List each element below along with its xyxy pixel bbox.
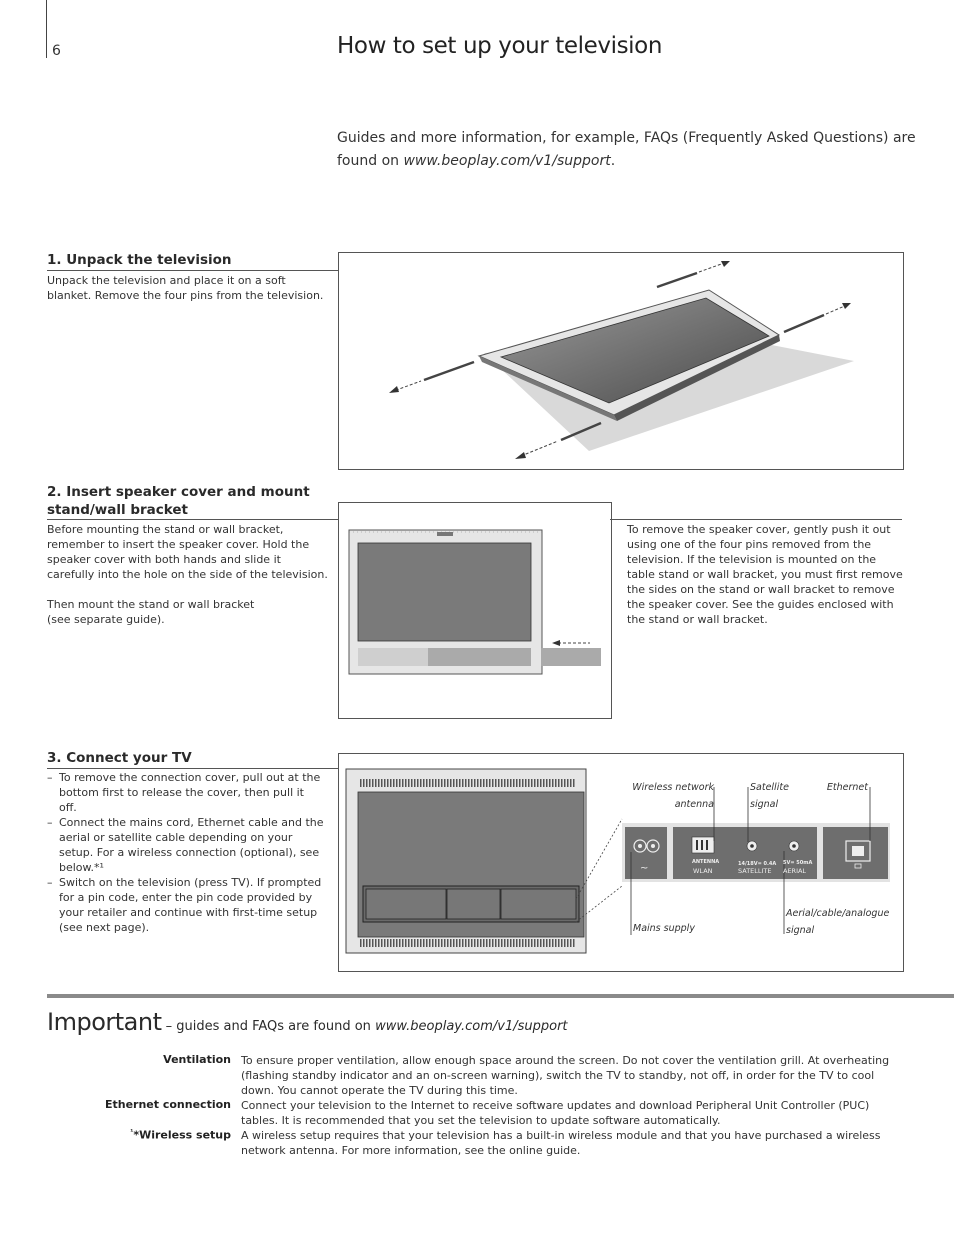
page-title: How to set up your television	[337, 33, 662, 59]
section2-body1: Before mounting the stand or wall bracket, remember to insert the speaker cover. Hold the speaker cover with both hands and slide it carefully into the hole on the side of the television.	[47, 523, 328, 581]
vent-top	[359, 779, 575, 787]
ethernet-port-inner	[852, 846, 864, 856]
page-number: 6	[52, 43, 61, 59]
connection-bay-3	[501, 889, 576, 919]
port-aerial-label: AERIAL	[783, 867, 807, 875]
important-subtext: – guides and FAQs are found on	[161, 1019, 376, 1034]
wireless-setup-text: A wireless setup requires that your television has a built-in wireless module and that you have purchased a wireless network antenna. For more information, see the online guide.	[241, 1129, 881, 1157]
speaker-panel-right	[428, 648, 531, 666]
speaker-cover-drawing	[339, 503, 611, 718]
port-antenna-label: ANTENNA	[692, 859, 720, 865]
wireless-label	[622, 779, 714, 813]
section1-body: Unpack the television and place it on a soft blanket. Remove the four pins from the television.	[47, 274, 324, 302]
mains-pin-left	[638, 844, 642, 848]
arrow-left-head	[389, 386, 399, 393]
arrow-bottom-line	[521, 441, 558, 456]
section1-heading: 1. Unpack the television	[47, 252, 232, 268]
port-satellite-spec: 14/18V= 0.4A	[738, 861, 777, 867]
support-link[interactable]: www.beoplay.com/v1/support	[403, 153, 611, 169]
list-item: – Connect the mains cord, Ethernet cable and the aerial or satellite cable depending on your setup. For a wireless connection (optional), see below.*¹	[47, 815, 325, 875]
header-rule	[46, 0, 47, 58]
satellite-port-center	[750, 844, 754, 848]
satellite-label	[750, 779, 789, 813]
item3-text-before: Switch on the television (press	[59, 876, 232, 889]
tv-camera	[437, 532, 453, 536]
satellite-label-line1: Satellite	[750, 782, 789, 793]
mains-pin-right	[651, 844, 655, 848]
important-support-link[interactable]: www.beoplay.com/v1/support	[375, 1019, 568, 1034]
footnote-marker: ¹	[130, 1128, 134, 1136]
tv-key: TV	[231, 876, 246, 889]
port-satellite-label: SATELLITE	[738, 867, 772, 875]
tv-front-screen	[358, 543, 531, 641]
section3-heading: 3. Connect your TV	[47, 750, 192, 766]
wireless-label-line2: antenna	[674, 799, 714, 810]
panel-divider-1	[667, 823, 673, 882]
mains-symbol: ~	[640, 863, 649, 874]
aerial-label-line2: signal	[786, 925, 815, 936]
section2-heading	[47, 483, 310, 519]
ventilation-text: To ensure proper ventilation, allow enough space around the screen. Do not cover the ventilation grill. At overheating (flashing standby indicator and an on-screen warning), switch the TV to standby, not off, in order for the TV to cool down. You cannot operate the TV during this time.	[241, 1054, 890, 1097]
section2-rule-right	[610, 519, 902, 520]
port-aerial-spec: 5V= 50mA	[783, 860, 813, 866]
wireless-setup-label-text: *Wireless setup	[133, 1128, 231, 1142]
wireless-setup-label	[46, 1128, 231, 1142]
arrow-top-head	[721, 261, 730, 267]
unpack-illustration	[338, 252, 904, 470]
wlan-port-pin	[701, 840, 703, 850]
intro-text: Guides and more information, for example, FAQs (Frequently Asked Questions) are found on	[337, 130, 916, 169]
pin-left	[424, 362, 474, 380]
item3-text-after: ). If prompted for a pin code, enter the pin code provided by your retailer and continue with first-time setup (see next page).	[59, 876, 322, 934]
list-item	[47, 875, 325, 935]
wireless-label-line1: Wireless network	[632, 782, 714, 793]
ethernet-label: Ethernet	[826, 782, 868, 793]
connection-bay-1	[366, 889, 446, 919]
section3-list	[47, 770, 325, 935]
arrow-right-head	[842, 303, 851, 309]
intro-paragraph	[337, 127, 917, 173]
satellite-label-line2: signal	[750, 799, 779, 810]
pin-right	[784, 315, 824, 332]
connection-bay-2	[447, 889, 500, 919]
ethernet-connection-text: Connect your television to the Internet to receive software updates and download Peripheral Unit Controller (PUC) tables. It is recommended that you set the television to update software automatically.	[241, 1099, 870, 1127]
vent-bottom	[359, 939, 575, 947]
aerial-label-line1: Aerial/cable/analogue	[786, 908, 890, 919]
pin-top	[657, 273, 697, 287]
section2-rule-left	[47, 519, 338, 520]
important-divider	[47, 994, 954, 998]
aerial-label	[786, 905, 889, 939]
ventilation-label: Ventilation	[163, 1053, 231, 1066]
important-title: Important	[47, 1008, 162, 1036]
section1-rule	[47, 270, 338, 271]
connect-illustration	[338, 753, 904, 972]
section2-side-text: To remove the speaker cover, gently push it out using one of the four pins removed from the television. If the television is mounted on the table stand or wall bracket, you must first remove the sides on the stand or wall bracket to remove the speaker cover. See the guides enclosed with the stand or wall bracket.	[627, 523, 903, 626]
slide-arrow-head	[552, 640, 560, 646]
section3-rule	[47, 768, 338, 769]
important-heading	[47, 1008, 568, 1036]
speaker-cover-illustration	[338, 502, 612, 719]
section2-heading-line2: stand/wall bracket	[47, 502, 188, 518]
mains-label: Mains supply	[633, 923, 695, 934]
panel-divider-2	[817, 823, 823, 882]
speaker-cover-part	[541, 648, 601, 666]
section2-body2: Then mount the stand or wall bracket (see separate guide).	[47, 598, 255, 626]
unpack-tv-drawing	[339, 253, 903, 469]
wlan-port-pin	[706, 840, 708, 850]
intro-period: .	[610, 153, 616, 169]
section2-heading-line1: 2. Insert speaker cover and mount	[47, 484, 310, 500]
speaker-panel-left	[358, 648, 428, 666]
wlan-port-pin	[696, 840, 698, 850]
ethernet-connection-label: Ethernet connection	[104, 1098, 231, 1111]
aerial-port-center	[792, 844, 796, 848]
port-wlan-label: WLAN	[693, 867, 713, 875]
arrow-bottom-head	[515, 452, 526, 459]
speaker-cover-arrow	[540, 640, 604, 668]
list-item: – To remove the connection cover, pull out at the bottom first to release the cover, then pull it off.	[47, 770, 325, 815]
